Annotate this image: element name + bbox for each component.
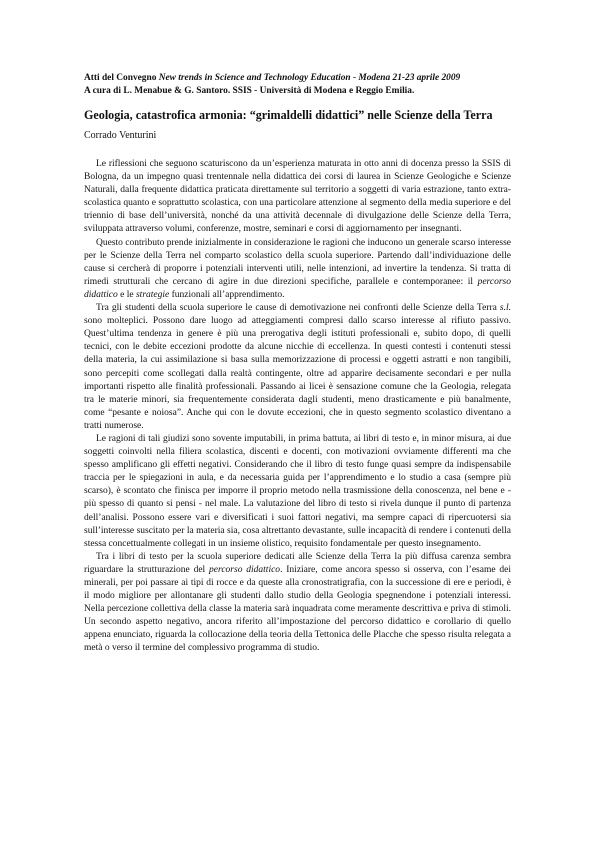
editors-line: A cura di L. Menabue & G. Santoro. SSIS - Università di Modena e Reggio Emilia. (84, 86, 415, 96)
header-prefix: Atti del Convegno (84, 73, 159, 83)
paragraph-2-text-e: funzionali all’apprendimento. (169, 289, 285, 300)
paragraph-2-text-c: e le (117, 289, 136, 300)
paragraph-5-emphasis-percorso: percorso didattico (209, 564, 281, 575)
paragraph-2 (84, 237, 511, 302)
paragraph-2-text-a: Questo contributo prende inizialmente in considerazione le ragioni che inducono un generale scarso interesse per le Scienze della Terra nel comparto scolastico della scuola superiore. Partendo dall’individuazione delle cause si cercherà di proporre i potenziali interventi utili, nelle intenzioni, ad invertire la tendenza. Si tratta di rimedi strutturali che cercano di agire in due direzioni specifiche, parallele e contemporanee: il (84, 237, 511, 287)
paper-body (84, 158, 511, 656)
paragraph-2-emphasis-percorso: percorso didattico (84, 276, 511, 300)
paragraph-4: Le ragioni di tali giudizi sono sovente imputabili, in prima battuta, ai libri di testo e, in minor misura, ai due soggetti coinvolti nella filiera scolastica, discenti e docenti, con motivazioni ovviamente differenti ma che spesso amplificano gli effetti negativi. Considerando che il libro di testo funge quasi sempre da indispensabile traccia per le spiegazioni in aula, e da necessaria guida per l’apprendimento e lo studio a casa (sempre più scarso), è scontato che finisca per imporre il proprio metodo nella trasmissione della conoscenza, nel bene e - più spesso di quanto si pensi - nel male. La valutazione del libro di testo si rivela dunque il punto di partenza dell’analisi. Possono essere vari e diversificati i suoi fattori negativi, ma sempre capaci di ripercuotersi sia sull’interesse suscitato per la materia sia, cosa altrettanto devastante, sulle incapacità di rendere i contenuti della stessa concettualmente collegati in un insieme olistico, requisito fondamentale per questo insegnamento. (84, 433, 511, 549)
conference-name: New trends in Science and Technology Education - Modena 21-23 aprile 2009 (158, 73, 461, 83)
paragraph-3-text-c: sono molteplici. Possono dare luogo ad atteggiamenti compresi dallo scarso interesse al rifiuto passivo. Quest’ultima tendenza in genere è più una prerogativa degli istituti professionali e, subito dopo, di quelli tecnici, con le debite eccezioni prodotte da alcune nicchie di eccellenza. In questi contesti i contenuti stessi della materia, la cui assimilazione si basa sulla memorizzazione di processi e oggetti astratti e non tangibili, sono percepiti come scollegati dalla realtà contingente, oltre ad apparire decisamente secondari e per nulla importanti rispetto alle finalità professionali. Passando ai licei è sensazione comune che la Geologia, relegata tra le materie minori, sia frequentemente considerata dagli studenti, meno drasticamente e più banalmente, come “pesante e noiosa”. Anche qui con le dovute eccezioni, che in questo segmento scolastico diventano a tratti numerose. (84, 316, 511, 431)
paragraph-3 (84, 302, 511, 433)
paragraph-5-text-a: Tra i libri di testo per la scuola superiore dedicati alle Scienze della Terra la più diffusa carenza sembra riguardare la strutturazione del (84, 551, 511, 575)
paper-page (84, 72, 511, 656)
paragraph-5-text-c: . Iniziare, come ancora spesso si osserva, con l’esame dei minerali, per poi passare ai tipi di rocce e da queste alla cronostratigrafia, con la successione di ere e periodi, è il modo migliore per allontanare gli studenti dallo studio della Geologia spegnendone i potenziali interessi. Nella percezione collettiva della classe la materia sarà inquadrata come meramente descrittiva e priva di stimoli. Un secondo aspetto negativo, ancora riferito all’impostazione del percorso didattico e corollario di quello appena enunciato, riguarda la collocazione della teoria della Tettonica delle Placche che spesso risulta relegata a metà o verso il termine del complessivo programma di studio. (84, 564, 511, 654)
paper-title: Geologia, catastrofica armonia: “grimaldelli didattici” nelle Scienze della Terra (84, 108, 493, 122)
author-name: Corrado Venturini (84, 130, 157, 141)
proceedings-header (84, 72, 511, 98)
paragraph-3-emphasis-sl: s.l. (499, 303, 511, 314)
paragraph-1: Le riflessioni che seguono scaturiscono da un’esperienza maturata in otto anni di docenza presso la SSIS di Bologna, da un impegno quasi trentennale nella didattica dei corsi di laurea in Scienze Geologiche e Scienze Naturali, dalla frequente didattica praticata direttamente sul territorio a soggetti di varia estrazione, tanto extra-scolastica quanto e soprattutto scolastica, con una particolare attenzione al segmento della media superiore e del triennio di base dell’università, nonché da una attività decennale di divulgazione delle Scienze della Terra, sviluppata attraverso volumi, conferenze, mostre, seminari e corsi di aggiornamento per insegnanti. (84, 159, 511, 235)
paragraph-5 (84, 551, 511, 656)
paragraph-3-text-a: Tra gli studenti della scuola superiore le cause di demotivazione nei confronti delle Scienze della Terra (96, 303, 500, 314)
paragraph-2-emphasis-strategie: strategie (135, 289, 170, 300)
